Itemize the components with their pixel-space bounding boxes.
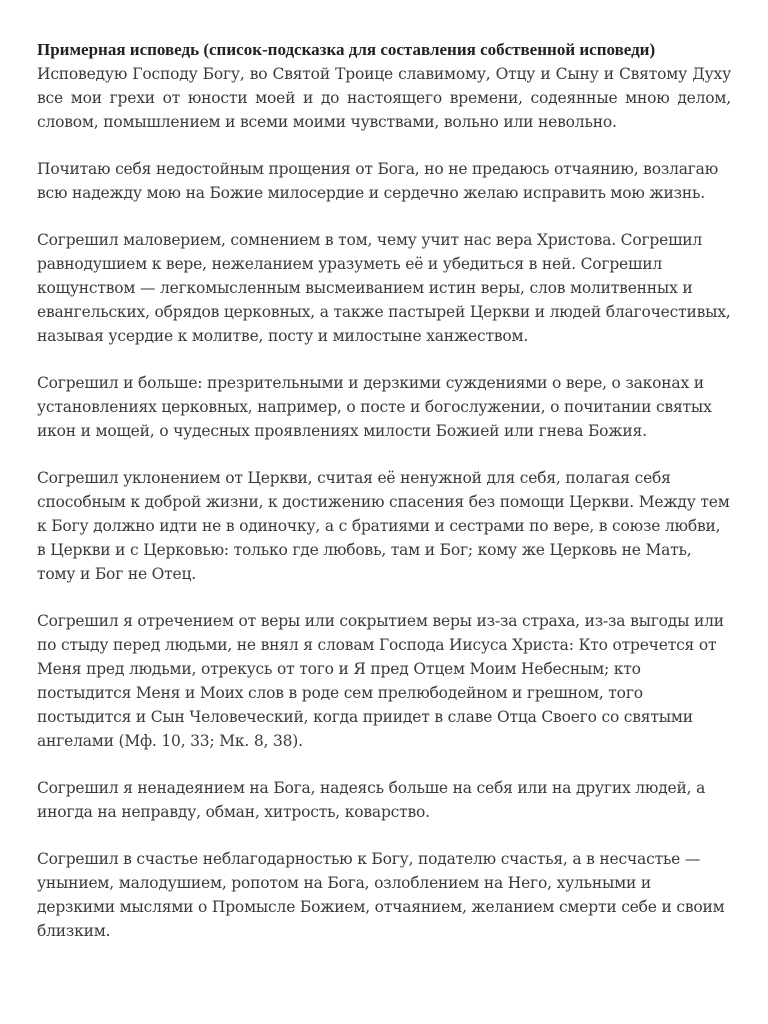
paragraph-2: Почитаю себя недостойным прощения от Бога, но не предаюсь отчаянию, возлагаю всю надежду мою на Божие милосердие и сердечно желаю исправить мою жизнь. xyxy=(37,160,719,202)
paragraph-6: Согрешил я отречением от веры или сокрытием веры из-за страха, из-за выгоды или по стыду перед людьми, не внял я словам Господа Иисуса Христа: Кто отречется от Меня пред людьми, отрекусь от того и Я пред Отцем Моим Небесным; кто постыдится Меня и Моих слов в роде сем прелюбодейном и грешном, того постыдится и Сын Человеческий, когда приидет в славе Отца Своего со святыми ангелами (Мф. 10, 33; Мк. 8, 38). xyxy=(37,612,724,750)
paragraph-1: Исповедую Господу Богу, во Святой Троице славимому, Отцу и Сыну и Святому Духу все мои грехи от юности моей и до настоящего времени, содеянные мною делом, словом, помышлением и всеми моими чувствами, вольно или невольно. xyxy=(37,65,731,131)
paragraph-4: Согрешил и больше: презрительными и дерзкими суждениями о вере, о законах и установлениях церковных, например, о посте и богослужении, о почитании святых икон и мощей, о чудесных проявлениях милости Божией или гнева Божия. xyxy=(37,374,712,440)
paragraph-7: Согрешил я ненадеянием на Бога, надеясь больше на себя или на других людей, а иногда на неправду, обман, хитрость, коварство. xyxy=(37,779,706,821)
paragraph-3: Согрешил маловерием, сомнением в том, чему учит нас вера Христова. Согрешил равнодушием к вере, нежеланием уразуметь её и убедиться в ней. Согрешил кощунством — легкомысленным высмеиванием истин веры, слов молитвенных и евангельских, обрядов церковных, а также пастырей Церкви и людей благочестивых, называя усердие к молитве, посту и милостыне ханжеством. xyxy=(37,231,731,345)
document-body xyxy=(37,38,731,966)
paragraph-5: Согрешил уклонением от Церкви, считая её ненужной для себя, полагая себя способным к доброй жизни, к достижению спасения без помощи Церкви. Между тем к Богу должно идти не в одиночку, а с братиями и сестрами по вере, в союзе любви, в Церкви и с Церковью: только где любовь, там и Бог; кому же Церковь не Мать, тому и Бог не Отец. xyxy=(37,469,730,583)
document-title: Примерная исповедь (список-подсказка для составления собственной исповеди) xyxy=(37,40,656,59)
paragraph-8: Согрешил в счастье неблагодарностью к Богу, подателю счастья, а в несчастье — унынием, малодушием, ропотом на Бога, озлоблением на Него, хульными и дерзкими мыслями о Промысле Божием, отчаянием, желанием смерти себе и своим близким. xyxy=(37,850,725,940)
